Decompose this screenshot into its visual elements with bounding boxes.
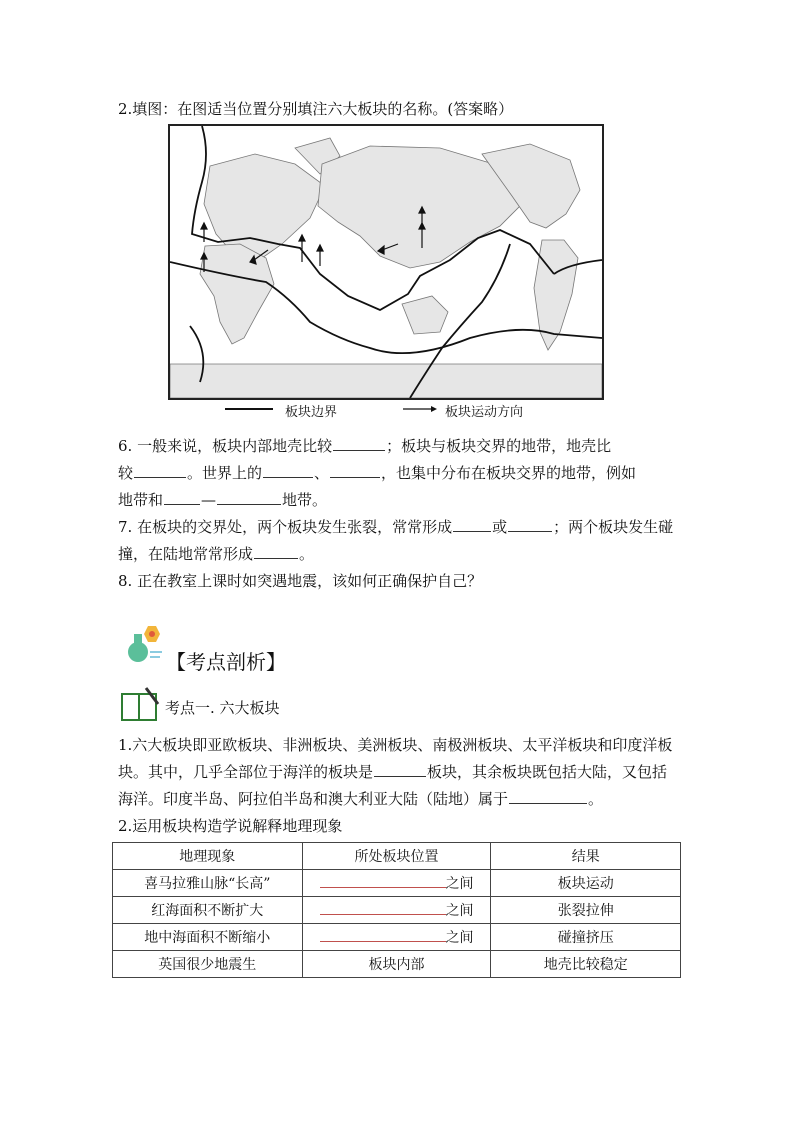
q7-text: 撞，在陆地常常形成 (118, 545, 254, 563)
answer-blank[interactable] (254, 544, 298, 559)
result-cell: 地壳比较稳定 (491, 951, 681, 978)
p1-text: 海洋。印度半岛、阿拉伯半岛和澳大利亚大陆（陆地）属于 (118, 790, 509, 808)
arrow-legend-icon (403, 402, 439, 416)
q7-text: 。 (299, 545, 315, 563)
result-cell: 碰撞挤压 (491, 924, 681, 951)
question-6-line-3 (118, 489, 327, 510)
result-cell: 张裂拉伸 (491, 897, 681, 924)
answer-blank[interactable] (333, 436, 385, 451)
paragraph-1-line-1: 1.六大板块即亚欧板块、非洲板块、美洲板块、南极洲板块、太平洋板块和印度洋板 (118, 736, 673, 754)
position-text: 之间 (445, 930, 474, 946)
position-cell (302, 897, 491, 924)
table-header-row (113, 843, 681, 870)
q6-text: 6. 一般来说，板块内部地壳比较 (118, 437, 333, 455)
paragraph-1-line-2 (118, 761, 667, 782)
table-header: 地理现象 (113, 843, 303, 870)
q6-text: 。世界上的 (187, 464, 263, 482)
position-cell (302, 870, 491, 897)
q6-text: — (201, 491, 217, 509)
paragraph-2-title: 2.运用板块构造学说解释地理现象 (118, 817, 343, 835)
question-7-line-1 (118, 516, 673, 537)
answer-blank[interactable] (217, 490, 281, 505)
table-row (113, 924, 681, 951)
phenomenon-cell: 喜马拉雅山脉“长高” (113, 870, 303, 897)
p1-text: 。 (588, 790, 604, 808)
table-header: 所处板块位置 (302, 843, 491, 870)
answer-blank[interactable] (509, 789, 587, 804)
table-row (113, 951, 681, 978)
table-row (113, 897, 681, 924)
answer-blank[interactable] (330, 463, 380, 478)
answer-blank[interactable] (164, 490, 200, 505)
answer-blank[interactable] (320, 900, 446, 915)
position-text: 之间 (445, 876, 474, 892)
world-map-graphic (170, 126, 602, 398)
answer-blank[interactable] (320, 927, 446, 942)
answer-blank[interactable] (374, 762, 426, 777)
phenomenon-cell: 英国很少地震生 (113, 951, 303, 978)
boundary-legend-line (225, 402, 277, 416)
question-2: 2.填图：在图适当位置分别填注六大板块的名称。(答案略） (118, 100, 514, 118)
answer-blank[interactable] (134, 463, 186, 478)
q6-text: ；板块与板块交界的地带，地壳比 (386, 437, 612, 455)
notebook-pencil-icon (120, 686, 164, 722)
question-6-line-1 (118, 435, 611, 456)
answer-blank[interactable] (508, 517, 552, 532)
legend-boundary: 板块边界 (285, 405, 338, 420)
answer-blank[interactable] (320, 873, 446, 888)
result-cell: 板块运动 (491, 870, 681, 897)
question-7-line-2 (118, 543, 314, 564)
answer-blank[interactable] (263, 463, 313, 478)
table-row (113, 870, 681, 897)
phenomenon-cell: 地中海面积不断缩小 (113, 924, 303, 951)
plate-boundary-map (168, 124, 604, 400)
legend-direction: 板块运动方向 (445, 405, 524, 420)
q6-text: 较 (118, 464, 134, 482)
paragraph-1-line-3 (118, 788, 603, 809)
table-header: 结果 (491, 843, 681, 870)
q6-text: ，也集中分布在板块交界的地带，例如 (381, 464, 637, 482)
position-cell (302, 924, 491, 951)
section-title: 【考点剖析】 (166, 650, 286, 674)
q6-text: 、 (314, 464, 330, 482)
flask-icon (120, 622, 164, 664)
q6-text: 地带和 (118, 491, 164, 509)
question-6-line-2 (118, 462, 636, 483)
q7-text: 或 (492, 518, 508, 536)
answer-blank[interactable] (453, 517, 491, 532)
question-8: 8. 正在教室上课时如突遇地震，该如何正确保护自己？ (118, 572, 483, 590)
p1-text: 板块，其余板块既包括大陆，又包括 (427, 763, 668, 781)
p1-text: 块。其中，几乎全部位于海洋的板块是 (118, 763, 374, 781)
position-cell: 板块内部 (302, 951, 491, 978)
position-text: 之间 (445, 903, 474, 919)
phenomenon-cell: 红海面积不断扩大 (113, 897, 303, 924)
q6-text: 地带。 (282, 491, 328, 509)
key-point-1-title: 考点一. 六大板块 (165, 699, 280, 717)
q7-text: ；两个板块发生碰 (553, 518, 674, 536)
q7-text: 7. 在板块的交界处，两个板块发生张裂，常常形成 (118, 518, 453, 536)
phenomena-table (112, 842, 681, 978)
